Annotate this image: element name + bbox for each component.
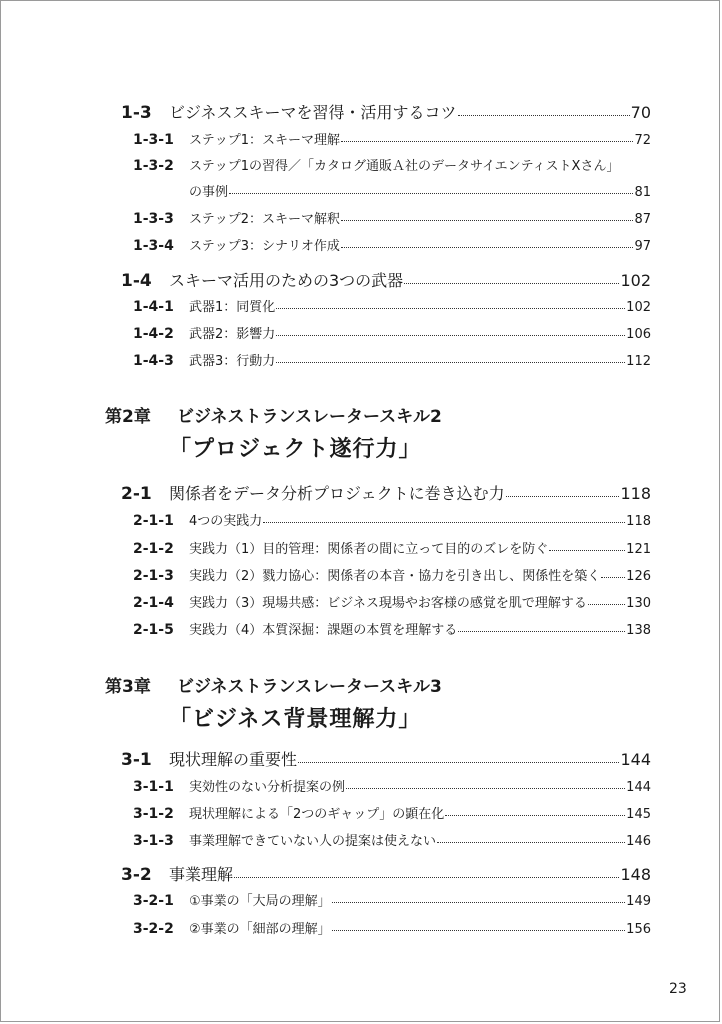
chapter3-title: 「ビジネス背景理解力」 xyxy=(169,707,422,732)
chapter2-label: 第2章 xyxy=(105,407,151,427)
dot-leader xyxy=(234,877,619,878)
dot-leader xyxy=(601,577,625,578)
dot-leader xyxy=(341,220,633,221)
toc-entry-page: 106 xyxy=(626,327,651,342)
toc-entry-title: 実効性のない分析提案の例 xyxy=(189,780,346,795)
dot-leader xyxy=(445,815,625,816)
toc-entry-title: 武器1：同質化 xyxy=(189,300,276,315)
dot-leader xyxy=(229,193,633,194)
toc-entry-title: 武器3：行動力 xyxy=(189,354,276,369)
dot-leader xyxy=(276,362,625,363)
toc-entry-2-1-2 xyxy=(133,542,651,556)
toc-entry-title: 事業理解できていない人の提案は使えない xyxy=(189,834,437,849)
toc-entry-page: 102 xyxy=(620,271,651,290)
toc-entry-page: 72 xyxy=(634,133,651,148)
toc-entry-3-2-2 xyxy=(133,922,651,936)
toc-entry-2-1-3 xyxy=(133,569,651,583)
toc-entry-page: 145 xyxy=(626,807,651,822)
toc-entry-page: 97 xyxy=(634,239,651,254)
toc-entry-number: 1-4-2 xyxy=(133,326,174,342)
toc-entry-number: 1-4-3 xyxy=(133,353,174,369)
toc-entry-title: 実践力（1）目的管理：関係者の間に立って目的のズレを防ぐ xyxy=(189,542,549,557)
toc-entry-page: 126 xyxy=(626,569,651,584)
toc-entry-title: 事業理解 xyxy=(169,865,234,884)
toc-entry-title: 現状理解による「2つのギャップ」の顕在化 xyxy=(189,807,445,822)
toc-entry-title: 実践力（2）戮力協心：関係者の本音・協力を引き出し、関係性を築く xyxy=(189,569,601,584)
toc-entry-1-4-1 xyxy=(133,300,651,314)
dot-leader xyxy=(341,141,633,142)
dot-leader xyxy=(332,930,626,931)
toc-entry-number: 2-1-2 xyxy=(133,541,174,557)
toc-entry-title: 実践力（4）本質深掘：課題の本質を理解する xyxy=(189,623,458,638)
toc-entry-1-4 xyxy=(121,273,651,290)
toc-entry-title: の事例 xyxy=(189,185,229,200)
toc-entry-2-1 xyxy=(121,486,651,503)
chapter3-heading-text: ビジネストランスレータースキル3 xyxy=(177,677,442,697)
toc-entry-1-3 xyxy=(121,105,651,122)
toc-entry-1-3-2 xyxy=(133,159,651,173)
toc-entry-3-1 xyxy=(121,752,651,769)
toc-entry-1-4-2 xyxy=(133,327,651,341)
toc-entry-title: 関係者をデータ分析プロジェクトに巻き込む力 xyxy=(169,484,505,503)
toc-entry-page: 149 xyxy=(626,894,651,909)
dot-leader xyxy=(332,902,626,903)
toc-entry-1-3-1 xyxy=(133,133,651,147)
toc-entry-1-4-3 xyxy=(133,354,651,368)
toc-entry-title: ビジネススキーマを習得・活用するコツ xyxy=(169,103,457,122)
toc-entry-title: 現状理解の重要性 xyxy=(169,750,298,769)
toc-entry-page: 130 xyxy=(626,596,651,611)
toc-entry-page: 87 xyxy=(634,212,651,227)
toc-entry-title: 実践力（3）現場共感：ビジネス現場やお客様の感覚を肌で理解する xyxy=(189,596,587,611)
dot-leader xyxy=(437,842,625,843)
toc-entry-number: 2-1-1 xyxy=(133,513,174,529)
toc-entry-number: 3-2-2 xyxy=(133,921,174,937)
toc-entry-number: 2-1-4 xyxy=(133,595,174,611)
toc-entry-1-3-4 xyxy=(133,239,651,253)
chapter2-heading-text: ビジネストランスレータースキル2 xyxy=(177,407,442,427)
page-number: 23 xyxy=(669,981,687,997)
toc-entry-continued xyxy=(133,186,651,199)
toc-entry-title: ステップ2：スキーマ解釈 xyxy=(189,212,341,227)
dot-leader xyxy=(298,762,619,763)
toc-entry-title: ステップ1：スキーマ理解 xyxy=(189,133,341,148)
toc-entry-page: 138 xyxy=(626,623,651,638)
dot-leader xyxy=(263,522,625,523)
toc-entry-number: 3-1-2 xyxy=(133,806,174,822)
toc-entry-number: 2-1 xyxy=(121,484,152,504)
toc-entry-number: 3-2 xyxy=(121,865,152,885)
toc-entry-number: 1-3-1 xyxy=(133,132,174,148)
dot-leader xyxy=(276,335,625,336)
toc-entry-number: 2-1-3 xyxy=(133,568,174,584)
toc-entry-2-1-5 xyxy=(133,623,651,637)
toc-entry-number: 1-4 xyxy=(121,271,152,291)
toc-entry-page: 144 xyxy=(620,750,651,769)
chapter3-label: 第3章 xyxy=(105,677,151,697)
toc-entry-3-1-1 xyxy=(133,780,651,794)
toc-entry-1-3-3 xyxy=(133,212,651,226)
toc-entry-number: 3-1 xyxy=(121,750,152,770)
toc-entry-title: ②事業の「細部の理解」 xyxy=(189,922,331,937)
toc-entry-3-2 xyxy=(121,867,651,884)
toc-entry-page: 144 xyxy=(626,780,651,795)
chapter2-title: 「プロジェクト遂行力」 xyxy=(169,437,422,462)
dot-leader xyxy=(346,788,625,789)
dot-leader xyxy=(458,115,630,116)
dot-leader xyxy=(549,550,625,551)
toc-entry-number: 1-3 xyxy=(121,103,152,123)
toc-entry-title: ①事業の「大局の理解」 xyxy=(189,894,331,909)
chapter2-heading xyxy=(105,409,442,426)
dot-leader xyxy=(588,604,625,605)
toc-entry-title: ステップ1の習得／「カタログ通販Ａ社のデータサイエンティストXさん」 xyxy=(189,159,620,174)
toc-entry-page: 118 xyxy=(626,514,651,529)
dot-leader xyxy=(458,631,625,632)
toc-entry-page: 102 xyxy=(626,300,651,315)
toc-entry-page: 81 xyxy=(634,185,651,200)
toc-entry-number: 1-3-4 xyxy=(133,238,174,254)
dot-leader xyxy=(276,308,625,309)
toc-entry-number: 1-4-1 xyxy=(133,299,174,315)
toc-entry-title: 4つの実践力 xyxy=(189,514,263,529)
toc-entry-number: 1-3-2 xyxy=(133,158,174,174)
toc-entry-page: 146 xyxy=(626,834,651,849)
toc-entry-number: 3-1-1 xyxy=(133,779,174,795)
toc-entry-title: 武器2：影響力 xyxy=(189,327,276,342)
toc-entry-2-1-1 xyxy=(133,514,651,528)
toc-entry-page: 70 xyxy=(630,103,651,122)
toc-entry-3-2-1 xyxy=(133,894,651,908)
toc-entry-title: ステップ3：シナリオ作成 xyxy=(189,239,340,254)
chapter3-heading xyxy=(105,679,442,696)
toc-entry-page: 112 xyxy=(626,354,651,369)
toc-entry-page: 121 xyxy=(626,542,651,557)
toc-entry-3-1-3 xyxy=(133,834,651,848)
toc-entry-3-1-2 xyxy=(133,807,651,821)
toc-entry-number: 3-1-3 xyxy=(133,833,174,849)
toc-entry-number: 1-3-3 xyxy=(133,211,174,227)
toc-entry-2-1-4 xyxy=(133,596,651,610)
toc-entry-number: 2-1-5 xyxy=(133,622,174,638)
toc-entry-page: 156 xyxy=(626,922,651,937)
toc-entry-title: スキーマ活用のための3つの武器 xyxy=(169,271,404,290)
toc-entry-page: 148 xyxy=(620,865,651,884)
toc-entry-page: 118 xyxy=(620,484,651,503)
dot-leader xyxy=(341,247,634,248)
dot-leader xyxy=(404,283,619,284)
dot-leader xyxy=(506,496,620,497)
toc-entry-number: 3-2-1 xyxy=(133,893,174,909)
